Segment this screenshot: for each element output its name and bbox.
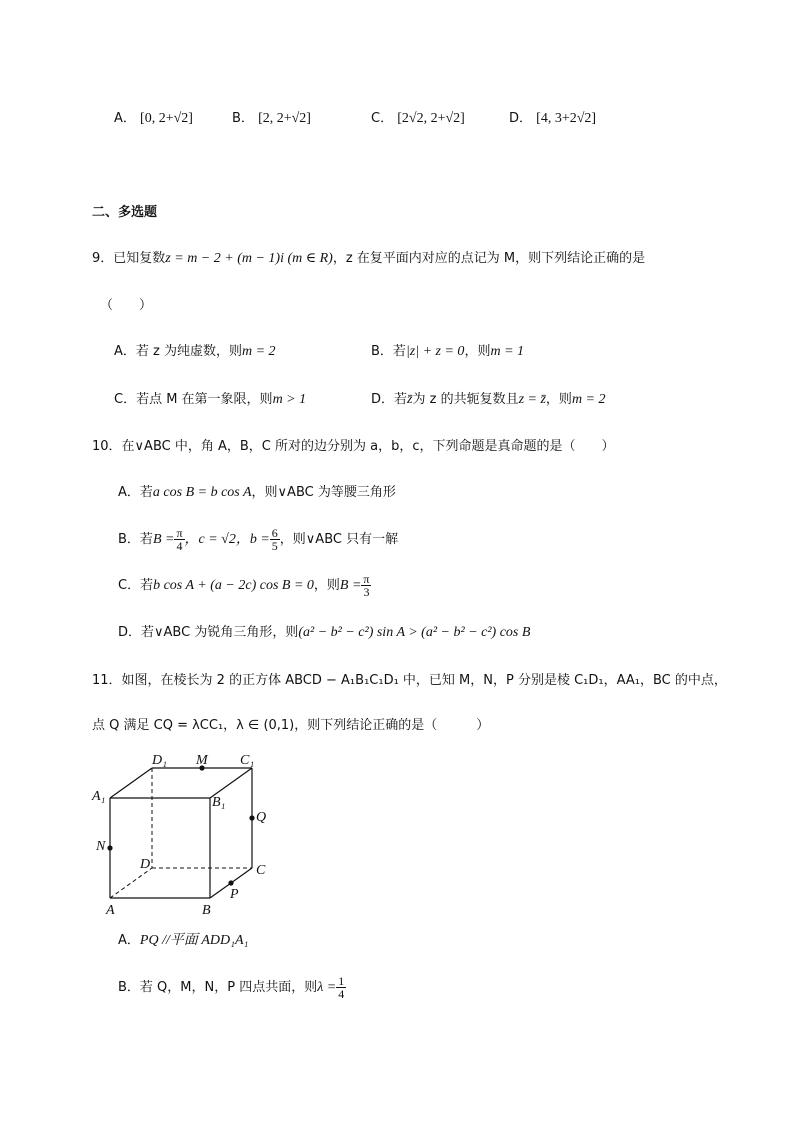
label-q: Q [256, 810, 267, 825]
q9-option-d [371, 391, 606, 409]
option-expr: PQ //平面 ADD₁A₁ [139, 933, 249, 948]
option-label: C． [114, 392, 137, 407]
option-expr: m = 1 [490, 344, 525, 359]
cube-figure [88, 748, 278, 918]
label-m: M [196, 753, 208, 768]
q10-option-a [118, 484, 396, 502]
q11-option-a [118, 932, 248, 950]
stem-text: 在∨ABC 中，角 A，B，C 所对的边分别为 a，b，c，下列命题是真命题的是（ ） [121, 439, 615, 454]
option-expr: λ = [317, 980, 337, 995]
option-label: A． [118, 933, 140, 948]
option-expr: B = [339, 578, 362, 593]
point-n [107, 845, 112, 850]
label-d: D [140, 857, 151, 872]
option-text: 为 z 的共轭复数且 [412, 392, 519, 407]
option-expr: m > 1 [272, 392, 307, 407]
label-c: C [256, 863, 266, 878]
option-text: 若 [392, 344, 406, 359]
stem-expr: z = m − 2 + (m − 1)i (m ∈ R) [165, 251, 333, 266]
option-text: 若 [140, 578, 154, 593]
option-expr: z = z̄ [518, 392, 546, 407]
option-text: 若 [139, 485, 153, 500]
option-label: A． [114, 344, 136, 359]
option-label: A． [118, 485, 140, 500]
point-q [249, 815, 254, 820]
fraction [174, 527, 184, 552]
label-n: N [96, 839, 106, 854]
option-expr: |z| + z = 0 [405, 344, 465, 359]
denominator: 4 [176, 539, 183, 553]
edge-ad-hidden [110, 868, 152, 898]
option-text: ，则∨ABC 为等腰三角形 [251, 485, 396, 500]
option-expr: [0, 2+√2] [140, 111, 193, 126]
option-expr: ，c = √2，b = [184, 532, 270, 547]
section-heading: 二、多选题 [92, 205, 158, 220]
option-expr: b cos A + (a − 2c) cos B = 0 [153, 578, 314, 593]
q10-option-b [118, 522, 398, 558]
option-label: B． [118, 532, 140, 547]
question-number: 11． [92, 673, 122, 688]
stem-text: 如图，在棱长为 2 的正方体 ABCD − A₁B₁C₁D₁ 中，已知 M，N，P 分别是棱 C₁D₁，AA₁，BC 的中点， [121, 673, 727, 688]
option-expr: z̄ [407, 392, 413, 407]
option-label: C． [118, 578, 141, 593]
denominator: 3 [363, 585, 370, 599]
fraction [361, 573, 371, 598]
fraction [336, 975, 346, 1000]
option-expr: [2√2, 2+√2] [397, 111, 465, 126]
q8-option-c [371, 110, 465, 128]
edge-b1c1 [210, 768, 252, 798]
label-b: B [202, 903, 211, 918]
q8-option-b [232, 110, 311, 128]
numerator: π [176, 526, 183, 540]
question-number: 10． [92, 439, 122, 454]
option-text: ，则∨ABC 只有一解 [279, 532, 399, 547]
q8-option-a [114, 110, 193, 128]
option-text: 若 z 为纯虚数，则 [135, 344, 242, 359]
label-p: P [230, 887, 239, 902]
option-text: 若点 M 在第一象限，则 [136, 392, 273, 407]
numerator: 6 [271, 526, 278, 540]
option-text: ，则 [313, 578, 340, 593]
q9-option-c [114, 391, 306, 409]
label-d1: D₁ [152, 753, 167, 768]
edge-a1d1 [110, 768, 152, 798]
stem-text: ，z 在复平面内对应的点记为 M，则下列结论正确的是 [332, 251, 646, 266]
numerator: 1 [338, 974, 345, 988]
stem-text: 已知复数 [113, 251, 166, 266]
option-text: 若 [139, 532, 153, 547]
option-text: 若 Q，M，N，P 四点共面，则 [139, 980, 318, 995]
option-text: ，则 [545, 392, 572, 407]
q9-stem [92, 250, 645, 268]
q9-option-b [371, 343, 524, 361]
answer-paren: （ ） [100, 298, 153, 313]
option-label: A． [114, 111, 136, 126]
q11-stem-line1 [92, 672, 727, 690]
option-label: D． [118, 625, 142, 640]
option-expr: m = 2 [571, 392, 606, 407]
q11-stem-line2: 点 Q 满足 CQ = λCC₁，λ ∈ (0,1)，则下列结论正确的是（ ） [92, 718, 490, 733]
fraction [270, 527, 280, 552]
q10-stem [92, 438, 615, 456]
option-expr: m = 2 [242, 344, 276, 359]
denominator: 4 [338, 987, 345, 1001]
point-p [228, 880, 233, 885]
option-text: 若∨ABC 为锐角三角形，则 [141, 625, 299, 640]
label-a1: A₁ [92, 789, 106, 804]
denominator: 5 [271, 539, 278, 553]
q9-option-a [114, 343, 276, 361]
q8-option-d [509, 110, 596, 128]
option-text: 若 [394, 392, 408, 407]
question-number: 9． [92, 251, 114, 266]
option-expr: (a² − b² − c²) sin A > (a² − b² − c²) cos B [298, 625, 531, 640]
option-expr: [4, 3+2√2] [536, 111, 597, 126]
option-label: B． [371, 344, 393, 359]
option-expr: a cos B = b cos A [152, 485, 252, 500]
option-expr: [2, 2+√2] [258, 111, 311, 126]
q11-option-b [118, 970, 346, 1006]
numerator: π [363, 572, 370, 586]
option-label: C． [371, 111, 394, 126]
label-b1: B₁ [212, 795, 226, 810]
option-label: D． [371, 392, 395, 407]
option-text: ，则 [464, 344, 491, 359]
label-a: A [106, 903, 115, 918]
option-expr: B = [152, 532, 175, 547]
q10-option-c [118, 568, 371, 604]
option-label: B． [118, 980, 140, 995]
q10-option-d [118, 624, 530, 642]
option-label: D． [509, 111, 533, 126]
label-c1: C₁ [240, 753, 255, 768]
option-label: B． [232, 111, 254, 126]
